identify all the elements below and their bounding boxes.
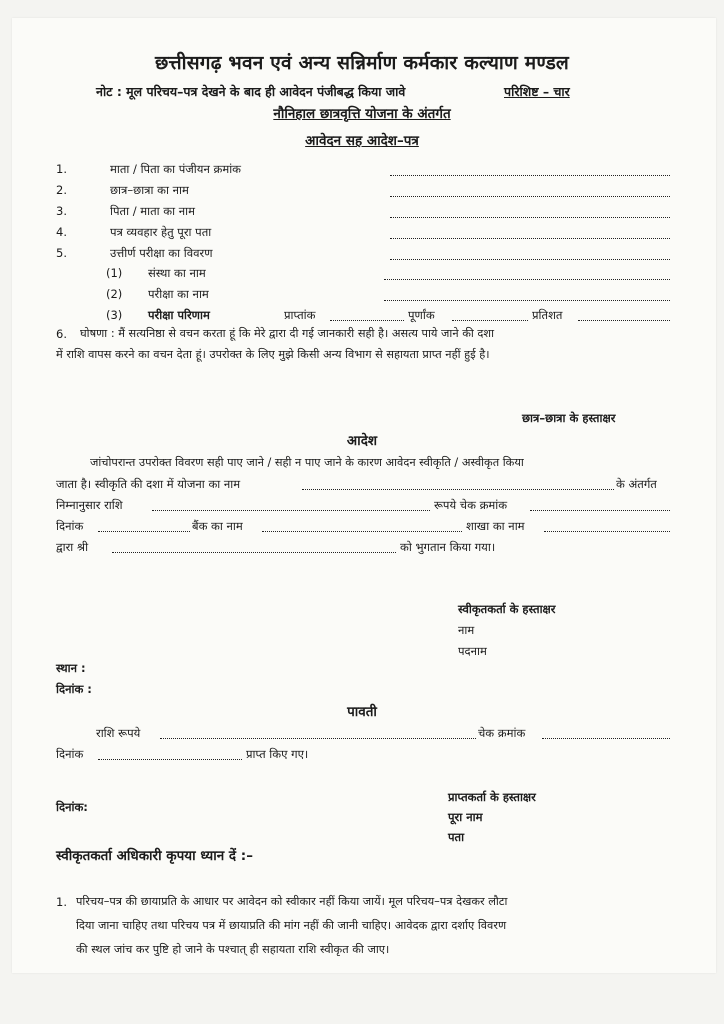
subfield-label-institution: संस्था का नाम [148,266,206,280]
result-obtained-label: प्राप्तांक [284,308,316,322]
recipient-signature-label: प्राप्तकर्ता के हस्ताक्षर [448,790,536,804]
order-heading: आदेश [346,433,378,449]
receipt-received-label: प्राप्त किए गए। [246,747,309,761]
subfield-line-institution[interactable] [384,279,670,280]
field-line-parent-name[interactable] [390,217,670,218]
approver-name-label: नाम [458,623,475,637]
declaration-line-1: घोषणा : मैं सत्यनिष्ठा से वचन करता हूं कि मेरे द्वारा दी गई जानकारी सही है। असत्य पाये जाने की दशा [80,327,494,340]
approver-designation-label: पदनाम [458,644,487,658]
field-line-address[interactable] [390,238,670,239]
bank-name-line[interactable] [262,531,462,532]
recipient-full-name-label: पूरा नाम [448,810,483,824]
result-percent-label: प्रतिशत [532,308,563,322]
result-total-label: पूर्णांक [408,308,435,322]
receipt-date-label: दिनांक [56,747,84,761]
recipient-address-label: पता [448,830,465,844]
order-line-4a: दिनांक [56,519,84,533]
field-label-address: पत्र व्यवहार हेतु पूरा पता [110,225,212,239]
order-line-5a: द्वारा श्री [56,540,89,554]
field-line-student-name[interactable] [390,196,670,197]
field-num: 5. [56,246,67,260]
student-signature-label: छात्र–छात्रा के हस्ताक्षर [522,411,616,425]
order-line-3b: रूपये चेक क्रमांक [434,498,508,512]
subfield-num: (3) [106,308,123,322]
subfield-label-exam-result: परीक्षा परिणाम [148,308,210,322]
instruction-line-3: की स्थल जांच कर पुष्टि हो जाने के पश्चात् ही सहायता राशि स्वीकृत की जाए। [76,943,390,956]
place-label: स्थान : [56,661,86,675]
declaration-line-2: में राशि वापस करने का वचन देता हूं। उपरोक्त के लिए मुझे किसी अन्य विभाग से सहायता प्राप्त नहीं हुई है। [56,348,490,361]
instruction-num: 1. [56,895,67,909]
field-label-registration: माता / पिता का पंजीयन क्रमांक [110,162,242,176]
subfield-num: (1) [106,266,123,280]
field-num: 3. [56,204,67,218]
subfield-label-exam-name: परीक्षा का नाम [148,287,209,301]
order-line-3a: निम्नानुसार राशि [56,498,123,512]
appendix-label: परिशिष्ट – चार [504,84,570,99]
field-label-parent-name: पिता / माता का नाम [110,204,195,218]
receipt-amount-label: राशि रूपये [96,726,141,740]
order-line-1: जांचोपरान्त उपरोक्त विवरण सही पाए जाने / सही न पाए जाने के कारण आवेदन स्वीकृति / अस्वीकृत किया [90,456,524,469]
field-num: 1. [56,162,67,176]
order-line-4b: बैंक का नाम [192,519,243,533]
branch-name-line[interactable] [544,531,670,532]
approver-signature-label: स्वीकृतकर्ता के हस्ताक्षर [458,602,556,616]
declaration-num: 6. [56,327,67,341]
order-line-5b: को भुगतान किया गया। [400,540,496,554]
field-num: 4. [56,225,67,239]
result-percent-line[interactable] [578,320,670,321]
subfield-num: (2) [106,287,123,301]
order-line-2b: के अंतर्गत [616,477,657,491]
instruction-line-2: दिया जाना चाहिए तथा परिचय पत्र में छायाप्रति की मांग नहीं की जानी चाहिए। आवेदक द्वारा दर्शाए विवरण [76,919,507,932]
receipt-cheque-label: चेक क्रमांक [478,726,526,740]
field-label-student-name: छात्र–छात्रा का नाम [110,183,189,197]
scheme-name-line[interactable] [302,489,614,490]
order-line-2a: जाता है। स्वीकृति की दशा में योजना का नाम [56,477,241,491]
result-obtained-line[interactable] [330,320,404,321]
note-line: नोट : मूल परिचय–पत्र देखने के बाद ही आवेदन पंजीबद्ध किया जावे [96,84,406,99]
receipt-cheque-line[interactable] [542,738,670,739]
cheque-number-line[interactable] [530,510,670,511]
field-line-exam-details[interactable] [390,259,670,260]
field-line-registration[interactable] [390,175,670,176]
scheme-title: नौनिहाल छात्रवृत्ति योजना के अंतर्गत [273,106,451,122]
receipt-heading: पावती [347,704,377,720]
date-label: दिनांक : [56,682,92,696]
field-label-exam-details: उत्तीर्ण परीक्षा का विवरण [110,246,213,260]
form-title: आवेदन सह आदेश–पत्र [305,133,419,149]
payee-name-line[interactable] [112,552,396,553]
receipt-date2-label: दिनांक: [56,800,88,814]
board-title: छत्तीसगढ़ भवन एवं अन्य सन्निर्माण कर्मकार कल्याण मण्डल [154,52,570,74]
field-num: 2. [56,183,67,197]
receipt-amount-line[interactable] [160,738,476,739]
instruction-line-1: परिचय–पत्र की छायाप्रति के आधार पर आवेदन को स्वीकार नहीं किया जायें। मूल परिचय–पत्र देखकर लौटा [76,895,508,908]
receipt-date-line[interactable] [98,759,242,760]
attention-heading: स्वीकृतकर्ता अधिकारी कृपया ध्यान दें :– [56,848,253,864]
date-line[interactable] [98,531,190,532]
subfield-line-exam-name[interactable] [384,300,670,301]
amount-line[interactable] [152,510,430,511]
order-line-4c: शाखा का नाम [466,519,525,533]
result-total-line[interactable] [452,320,528,321]
